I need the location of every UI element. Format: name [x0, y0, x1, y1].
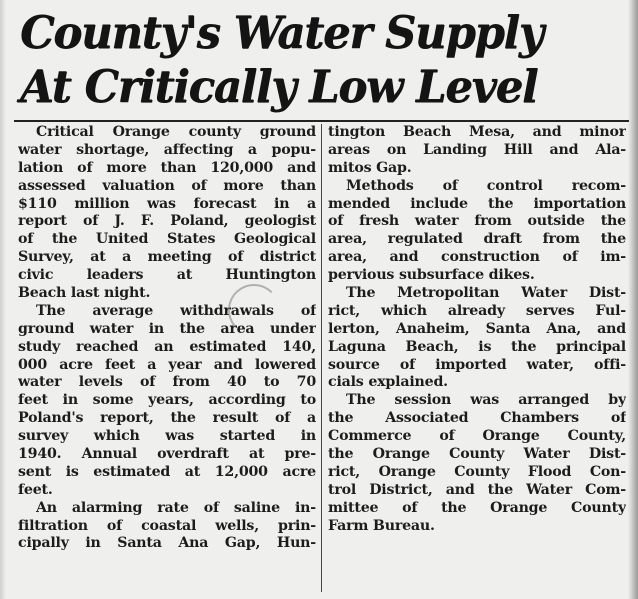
headline [20, 6, 599, 114]
ink-smudge [228, 284, 280, 336]
article-line: An alarming rate of saline in- [36, 499, 316, 516]
scan-edge-right [628, 0, 638, 599]
article-line: of the United States Geological [18, 231, 316, 248]
article-line: survey which was started in [18, 428, 316, 445]
article-line: study reached an estimated 140, [18, 338, 316, 355]
article-line: Beach last night. [18, 285, 151, 302]
scan-edge-left [0, 0, 6, 599]
article-line: area, regulated draft from the [328, 231, 626, 248]
article-line: feet. [18, 481, 53, 498]
article-line: lerton, Anaheim, Santa Ana, and [328, 320, 626, 337]
headline-line-1: County's Water Supply [20, 6, 543, 59]
article-column-right [328, 124, 626, 535]
article-line: water shortage, affecting a popu- [18, 141, 316, 158]
article-line: rict, Orange County Flood Con- [328, 463, 626, 480]
article-line: the Associated Chambers of [328, 410, 626, 427]
article-line: lation of more than 120,000 and [18, 159, 316, 176]
article-line: Survey, at a meeting of district [18, 249, 316, 266]
article-line: areas on Landing Hill and Ala- [328, 141, 626, 158]
article-line: feet in some years, according to [18, 392, 316, 409]
article-line: The session was arranged by [346, 392, 626, 409]
article-line: source of imported water, offi- [328, 356, 626, 373]
article-line: cials explained. [328, 374, 448, 391]
column-divider [321, 124, 322, 592]
article-line: 1940. Annual overdraft at pre- [18, 446, 316, 463]
article-line: water levels of from 40 to 70 [18, 374, 316, 391]
article-line: mittee of the Orange County [328, 499, 626, 516]
article-line: pervious subsurface dikes. [328, 267, 535, 284]
article-line: assessed valuation of more than [18, 177, 316, 194]
article-line: report of J. F. Poland, geologist [18, 213, 316, 230]
article-line: cipally in Santa Ana Gap, Hun- [18, 535, 316, 552]
article-line: civic leaders at Huntington [18, 267, 316, 284]
article-line: Methods of control recom- [346, 177, 626, 194]
headline-line-2: At Critically Low Level [20, 60, 538, 113]
article-line: mended include the importation [328, 195, 626, 212]
article-line: Laguna Beach, is the principal [328, 338, 626, 355]
article-line: filtration of coastal wells, prin- [18, 517, 316, 534]
article-line: of fresh water from outside the [328, 213, 626, 230]
headline-rule [14, 120, 629, 122]
article-line: area, and construction of im- [328, 249, 626, 266]
article-line: Farm Bureau. [328, 517, 435, 534]
article-line: sent is estimated at 12,000 acre [18, 463, 316, 480]
article-line: 000 acre feet a year and lowered [18, 356, 316, 373]
article-line: The average withdrawals of [36, 302, 316, 319]
article-line: tington Beach Mesa, and minor [328, 124, 626, 140]
article-line: Poland's report, the result of a [18, 410, 316, 427]
article-line: Commerce of Orange County, [328, 428, 626, 445]
article-line: rict, which already serves Ful- [328, 302, 626, 319]
article-line: ground water in the area under [18, 320, 316, 337]
article-line: The Metropolitan Water Dist- [346, 285, 626, 302]
article-line: mitos Gap. [328, 159, 412, 176]
article-line: the Orange County Water Dist- [328, 446, 626, 463]
article-column-left [18, 124, 316, 553]
article-line: $110 million was forecast in a [18, 195, 316, 212]
article-line: trol District, and the Water Com- [328, 481, 626, 498]
article-line: Critical Orange county ground [36, 124, 316, 140]
